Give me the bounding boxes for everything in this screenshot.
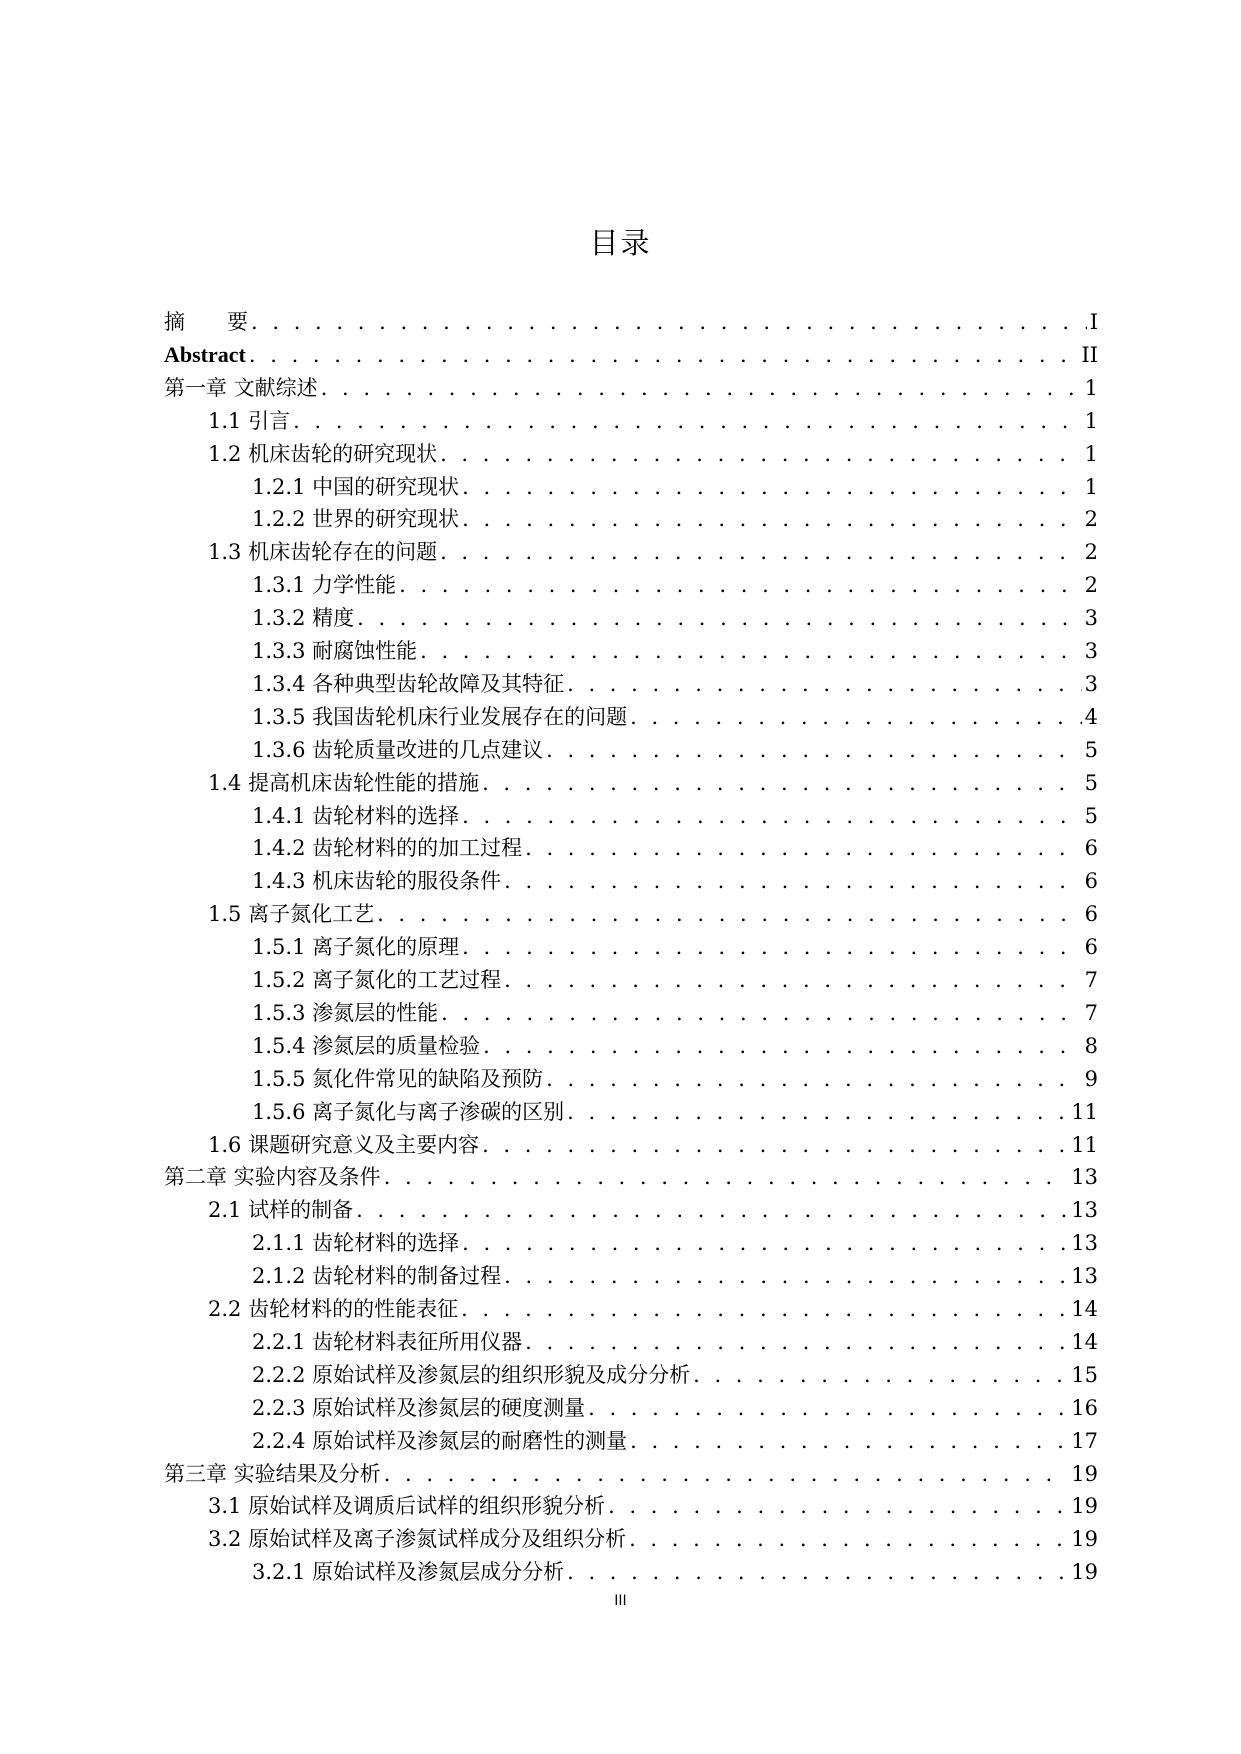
toc-entry[interactable] (164, 767, 1098, 799)
toc-entry-page: 6 (1084, 836, 1098, 861)
toc-entry-title: 摘 要 (164, 310, 248, 334)
toc-dot-leader (608, 1490, 1068, 1522)
toc-dot-leader (249, 339, 1079, 371)
toc-entry-title: 2.2.4 原始试样及渗氮层的耐磨性的测量 (252, 1428, 628, 1453)
toc-entry-title: Abstract (164, 341, 246, 367)
toc-entry-title: 第二章 实验内容及条件 (164, 1165, 381, 1190)
toc-entry-page: 11 (1071, 1099, 1098, 1124)
toc-entry-title: 1.3.5 我国齿轮机床行业发展存在的问题 (252, 704, 628, 729)
toc-entry[interactable] (164, 1392, 1098, 1424)
toc-entry-page: 19 (1071, 1527, 1098, 1552)
toc-dot-leader (629, 1523, 1068, 1555)
toc-entry[interactable] (164, 1490, 1098, 1522)
toc-dot-leader (399, 569, 1082, 601)
toc-dot-leader (462, 503, 1082, 535)
toc-entry[interactable] (164, 1260, 1098, 1292)
toc-entry[interactable] (164, 1556, 1098, 1588)
toc-entry-page: 7 (1084, 968, 1098, 992)
toc-entry[interactable] (164, 668, 1098, 700)
toc-dot-leader (567, 1096, 1068, 1128)
toc-entry-page: 19 (1071, 1461, 1098, 1486)
toc-entry-title: 第三章 实验结果及分析 (164, 1461, 381, 1486)
toc-dot-leader (504, 964, 1082, 996)
toc-dot-leader (384, 1161, 1069, 1193)
toc-entry[interactable] (164, 800, 1098, 832)
toc-entry[interactable] (164, 734, 1098, 766)
toc-entry[interactable] (164, 1161, 1098, 1193)
toc-dot-leader (525, 1326, 1068, 1358)
toc-entry[interactable] (164, 1458, 1098, 1490)
toc-entry-title: 1.5 离子氮化工艺 (208, 902, 375, 927)
toc-entry[interactable] (164, 1063, 1098, 1095)
toc-entry-page: 14 (1071, 1329, 1098, 1354)
toc-entry-title: 1.3.2 精度 (252, 606, 355, 631)
toc-entry-page: 1 (1084, 375, 1098, 400)
toc-dot-leader (588, 1392, 1068, 1424)
toc-entry-page: 13 (1071, 1264, 1098, 1289)
toc-entry-title: 2.2 齿轮材料的的性能表征 (208, 1297, 459, 1321)
toc-entry-page: 19 (1071, 1560, 1098, 1585)
toc-entry-title: 1.3 机床齿轮存在的问题 (208, 540, 438, 565)
toc-entry-page: 5 (1084, 803, 1098, 828)
toc-entry-title: 1.5.1 离子氮化的原理 (252, 935, 460, 960)
toc-dot-leader (546, 1063, 1082, 1095)
toc-entry[interactable] (164, 1523, 1098, 1555)
toc-dot-leader (630, 701, 1082, 733)
toc-entry-title: 1.5.2 离子氮化的工艺过程 (252, 968, 502, 992)
toc-entry-title: 1.4.3 机床齿轮的服役条件 (252, 869, 502, 894)
toc-dot-leader (483, 1030, 1082, 1062)
toc-entry-page: 1 (1084, 474, 1098, 499)
toc-entry[interactable] (164, 832, 1098, 864)
toc-entry-page: 8 (1084, 1033, 1098, 1058)
toc-dot-leader (525, 832, 1082, 864)
toc-entry-title: 1.3.3 耐腐蚀性能 (252, 639, 418, 663)
toc-entry-title: 2.1.1 齿轮材料的选择 (252, 1231, 460, 1256)
toc-entry-page: 15 (1071, 1362, 1098, 1387)
toc-entry-title: 1.5.3 渗氮层的性能 (252, 1000, 439, 1025)
toc-dot-leader (357, 602, 1082, 634)
toc-entry-page: 17 (1071, 1428, 1098, 1453)
toc-entry-page: 2 (1084, 573, 1098, 598)
toc-dot-leader (461, 1293, 1068, 1325)
toc-dot-leader (440, 438, 1082, 470)
toc-entry-page: 9 (1084, 1066, 1098, 1091)
toc-entry-title: 1.2.2 世界的研究现状 (252, 507, 460, 532)
toc-entry[interactable] (164, 1227, 1098, 1259)
toc-dot-leader (377, 898, 1082, 930)
toc-entry-page: 3 (1084, 606, 1098, 631)
toc-entry-title: 1.5.5 氮化件常见的缺陷及预防 (252, 1066, 544, 1091)
toc-entry[interactable] (164, 438, 1098, 470)
toc-entry[interactable] (164, 1030, 1098, 1062)
toc-entry[interactable] (164, 898, 1098, 930)
toc-dot-leader (462, 471, 1082, 503)
toc-dot-leader (546, 734, 1082, 766)
toc-dot-leader (356, 1194, 1068, 1226)
toc-entry-title: 2.2.3 原始试样及渗氮层的硬度测量 (252, 1395, 586, 1420)
toc-entry-title: 2.1 试样的制备 (208, 1198, 354, 1223)
toc-entry[interactable] (164, 1293, 1098, 1325)
toc-entry[interactable] (164, 1326, 1098, 1358)
toc-dot-leader (693, 1359, 1068, 1391)
toc-entry-title: 2.2.1 齿轮材料表征所用仪器 (252, 1329, 523, 1354)
toc-entry[interactable] (164, 1194, 1098, 1226)
toc-entry-title: 1.2.1 中国的研究现状 (252, 474, 460, 499)
toc-dot-leader (321, 372, 1082, 404)
toc-entry-page: 5 (1084, 737, 1098, 762)
toc-entry[interactable] (164, 1359, 1098, 1391)
toc-entry[interactable] (164, 1096, 1098, 1128)
toc-entry-title: 1.3.4 各种典型齿轮故障及其特征 (252, 671, 565, 696)
toc-entry-page: 11 (1071, 1132, 1098, 1157)
toc-entry-title: 3.1 原始试样及调质后试样的组织形貌分析 (208, 1494, 606, 1519)
toc-entry-page: 1 (1084, 408, 1098, 433)
toc-dot-leader (462, 800, 1082, 832)
toc-entry-page: 6 (1084, 935, 1098, 960)
toc-entry-page: 6 (1084, 869, 1098, 894)
toc-entry-page: 1 (1084, 441, 1098, 466)
toc-dot-leader (440, 536, 1082, 568)
toc-dot-leader (482, 1129, 1068, 1161)
toc-dot-leader (482, 767, 1082, 799)
toc-entry-title: 1.1 引言 (208, 408, 291, 433)
toc-entry[interactable] (164, 503, 1098, 535)
toc-entry[interactable] (164, 964, 1098, 996)
toc-dot-leader (630, 1425, 1068, 1457)
toc-entry[interactable] (164, 997, 1098, 1029)
toc-dot-leader (251, 306, 1087, 338)
toc-dot-leader (462, 931, 1082, 963)
toc-entry-page: 4 (1084, 704, 1098, 729)
toc-entry[interactable] (164, 931, 1098, 963)
toc-entry-title: 1.5.6 离子氮化与离子渗碳的区别 (252, 1099, 565, 1124)
toc-entry[interactable] (164, 471, 1098, 503)
toc-entry[interactable] (164, 536, 1098, 568)
toc-entry-page: II (1081, 342, 1098, 367)
toc-entry-title: 第一章 文献综述 (164, 375, 318, 400)
toc-entry-title: 1.3.6 齿轮质量改进的几点建议 (252, 737, 544, 762)
toc-dot-leader (384, 1458, 1069, 1490)
toc-entry[interactable] (164, 1129, 1098, 1161)
toc-entry-title: 1.2 机床齿轮的研究现状 (208, 441, 438, 466)
toc-entry-page: 13 (1071, 1165, 1098, 1190)
toc-dot-leader (420, 635, 1082, 667)
toc-dot-leader (462, 1227, 1068, 1259)
toc-entry[interactable] (164, 339, 1098, 371)
toc-entry-title: 1.5.4 渗氮层的质量检验 (252, 1033, 481, 1058)
toc-dot-leader (504, 1260, 1068, 1292)
toc-entry[interactable] (164, 372, 1098, 404)
toc-entry-title: 1.4.2 齿轮材料的的加工过程 (252, 836, 523, 861)
toc-entry-page: 5 (1084, 770, 1098, 795)
page-title: 目录 (589, 226, 652, 260)
toc-entry-page: 13 (1071, 1198, 1098, 1223)
toc-entry-title: 1.6 课题研究意义及主要内容 (208, 1132, 480, 1157)
toc-entry-page: 3 (1084, 671, 1098, 696)
toc-entry-page: 7 (1084, 1000, 1098, 1025)
toc-entry-title: 1.4.1 齿轮材料的选择 (252, 803, 460, 828)
toc-entry-page: 3 (1084, 639, 1098, 663)
toc-entry-title: 1.3.1 力学性能 (252, 573, 397, 598)
toc-entry-page: 2 (1084, 540, 1098, 565)
toc-dot-leader (441, 997, 1082, 1029)
toc-entry[interactable] (164, 701, 1098, 733)
toc-entry[interactable] (164, 569, 1098, 601)
toc-entry-page: I (1089, 310, 1098, 334)
toc-dot-leader (567, 668, 1082, 700)
toc-dot-leader (293, 405, 1082, 437)
toc-entry-page: 19 (1071, 1494, 1098, 1519)
toc-entry-title: 3.2.1 原始试样及渗氮层成分分析 (252, 1560, 565, 1585)
toc-entry[interactable] (164, 602, 1098, 634)
toc-entry[interactable] (164, 865, 1098, 897)
toc-dot-leader (567, 1556, 1068, 1588)
toc-entry-title: 2.2.2 原始试样及渗氮层的组织形貌及成分分析 (252, 1362, 691, 1387)
toc-entry-title: 1.4 提高机床齿轮性能的措施 (208, 770, 480, 795)
toc-entry-title: 2.1.2 齿轮材料的制备过程 (252, 1264, 502, 1289)
toc-entry-title: 3.2 原始试样及离子渗氮试样成分及组织分析 (208, 1527, 627, 1552)
toc-entry-page: 6 (1084, 902, 1098, 927)
toc-entry-page: 16 (1071, 1395, 1098, 1420)
toc-dot-leader (504, 865, 1082, 897)
toc-entry[interactable] (164, 405, 1098, 437)
toc-entry-page: 14 (1071, 1297, 1098, 1321)
toc-entry[interactable] (164, 635, 1098, 667)
toc-entry-page: 13 (1071, 1231, 1098, 1256)
toc-entry[interactable] (164, 1425, 1098, 1457)
toc-entry-page: 2 (1084, 507, 1098, 532)
toc-entry[interactable] (164, 306, 1098, 338)
page-number-footer: III (614, 1593, 627, 1609)
